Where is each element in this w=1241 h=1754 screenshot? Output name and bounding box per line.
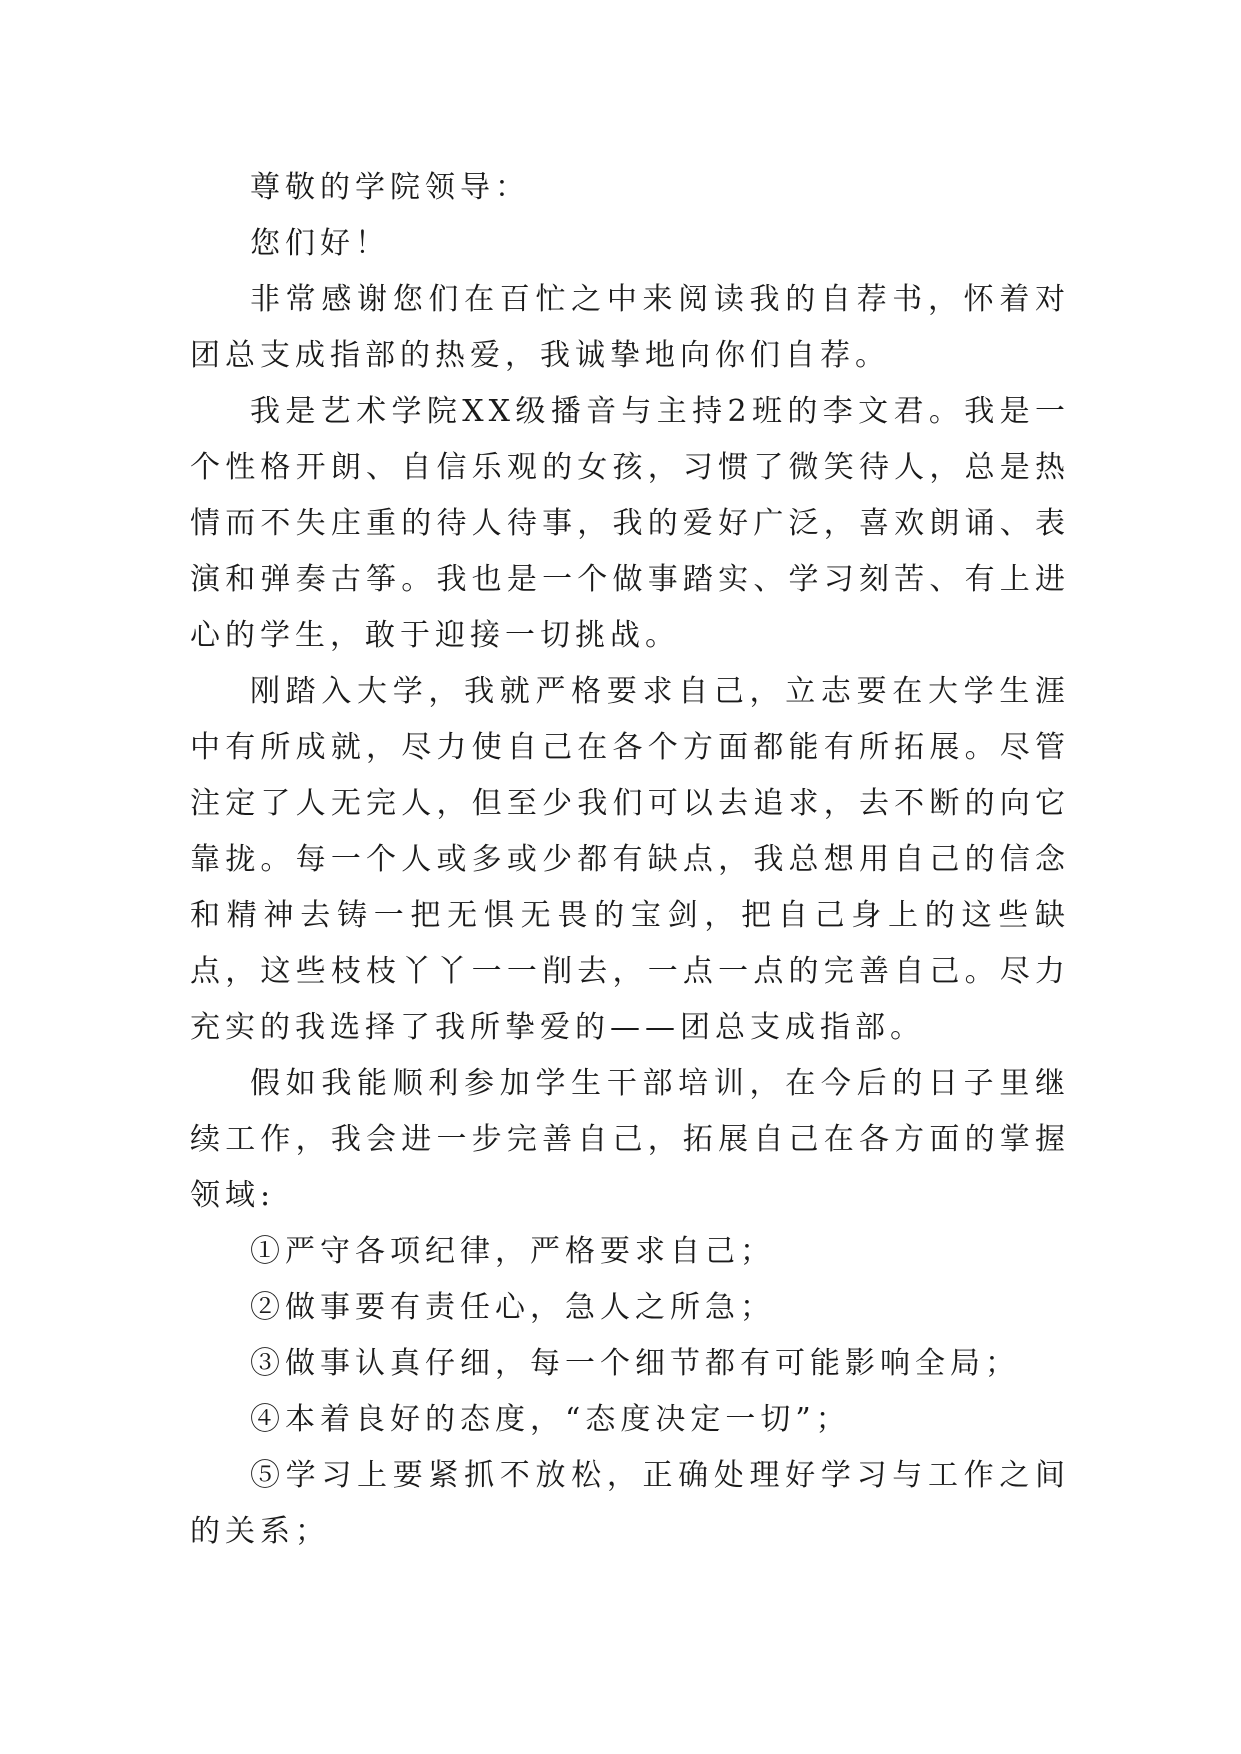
list-item: ④本着良好的态度，“态度决定一切”； bbox=[250, 1402, 851, 1437]
paragraph-thanks: 非常感谢您们在百忙之中来阅读我的自荐书，怀着对团总支成指部的热爱，我诚挚地向你们自荐。 bbox=[190, 282, 1070, 373]
list-item: ⑤学习上要紧抓不放松，正确处理好学习与工作之间的关系； bbox=[190, 1458, 1070, 1549]
letter-body bbox=[190, 160, 1070, 1560]
list-item: ①严守各项纪律，严格要求自己； bbox=[250, 1234, 775, 1269]
list-item: ③做事认真仔细，每一个细节都有可能影响全局； bbox=[250, 1346, 1020, 1381]
paragraph-aspiration: 刚踏入大学，我就严格要求自己，立志要在大学生涯中有所成就，尽力使自己在各个方面都能有所拓展。尽管注定了人无完人，但至少我们可以去追求，去不断的向它靠拢。每一个人或多或少都有缺点，我总想用自己的信念和精神去铸一把无惧无畏的宝剑，把自己身上的这些缺点，这些枝枝丫丫一一削去，一点一点的完善自己。尽力充实的我选择了我所挚爱的——团总支成指部。 bbox=[190, 674, 1070, 1045]
paragraph-plan: 假如我能顺利参加学生干部培训，在今后的日子里继续工作，我会进一步完善自己，拓展自己在各方面的掌握领域: bbox=[190, 1066, 1070, 1213]
greeting: 您们好！ bbox=[250, 226, 390, 261]
paragraph-introduction: 我是艺术学院XX级播音与主持2班的李文君。我是一个性格开朗、自信乐观的女孩，习惯了微笑待人，总是热情而不失庄重的待人待事，我的爱好广泛，喜欢朗诵、表演和弹奏古筝。我也是一个做事踏实、学习刻苦、有上进心的学生，敢于迎接一切挑战。 bbox=[190, 394, 1070, 653]
salutation: 尊敬的学院领导： bbox=[250, 170, 530, 205]
list-item: ②做事要有责任心，急人之所急； bbox=[250, 1290, 775, 1325]
